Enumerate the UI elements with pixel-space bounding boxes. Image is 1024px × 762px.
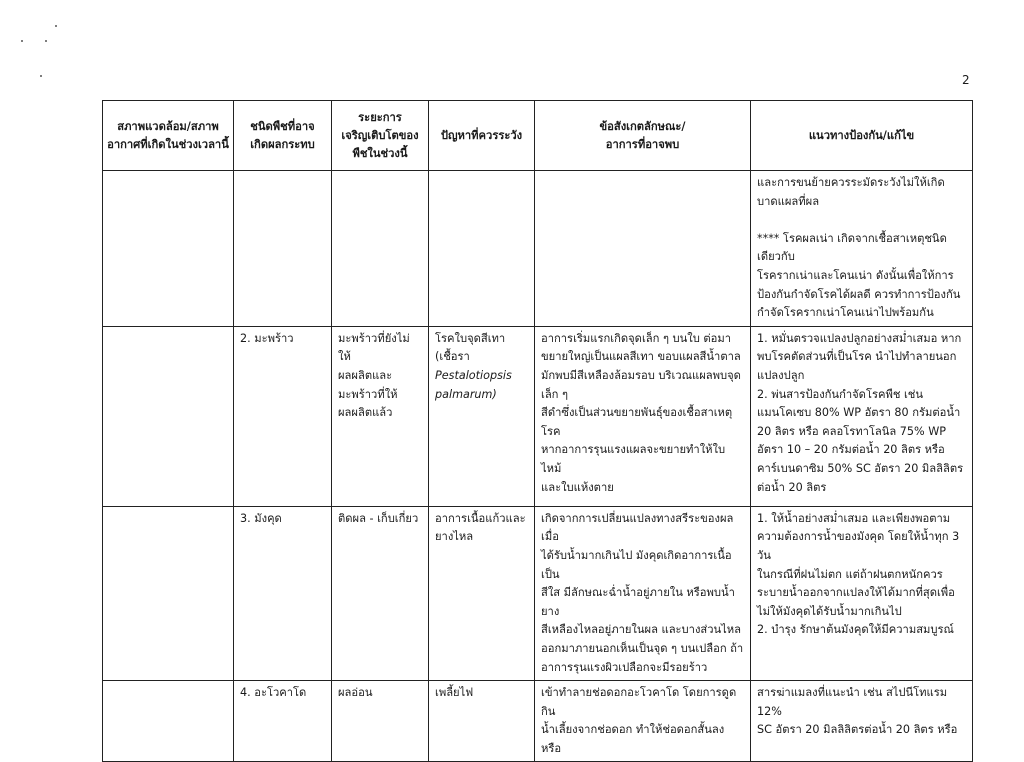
header-prevention: แนวทางป้องกัน/แก้ไข bbox=[751, 101, 973, 171]
cell-stage: ติดผล - เก็บเกี่ยว bbox=[332, 506, 429, 680]
cell-environment bbox=[103, 506, 234, 680]
cell-crop bbox=[234, 171, 332, 327]
table-row bbox=[103, 171, 973, 327]
page-number: 2 bbox=[962, 73, 970, 87]
problem-name: โรคใบจุดสีเทา (เชื้อรา bbox=[435, 331, 506, 364]
cell-environment bbox=[103, 171, 234, 327]
cell-prevention: สารฆ่าแมลงที่แนะนำ เช่น สไปนีโทแรม 12% SC อัตรา 20 มิลลิลิตรต่อน้ำ 20 ลิตร หรือ bbox=[751, 681, 973, 762]
header-crop: ชนิดพืชที่อาจ เกิดผลกระทบ bbox=[234, 101, 332, 171]
cell-prevention: และการขนย้ายควรระมัดระวังไม่ให้เกิด บาดแผลที่ผล **** โรคผลเน่า เกิดจากเชื้อสาเหตุชนิดเดียวกับ โรครากเน่าและโคนเน่า ดังนั้นเพื่อให้การ ป้องกันกำจัดโรคได้ผลดี ควรทำการป้องกัน กำจัดโรครากเน่าโคนเน่าไปพร้อมกัน bbox=[751, 171, 973, 327]
cell-prevention: 1. ให้น้ำอย่างสม่ำเสมอ และเพียงพอตาม ความต้องการน้ำของมังคุด โดยให้น้ำทุก 3 วัน ในกรณีที่ฝนไม่ตก แต่ถ้าฝนตกหนักควร ระบายน้ำออกจากแปลงให้ได้มากที่สุดเพื่อ ไม่ให้มังคุดได้รับน้ำมากเกินไป 2. บำรุง รักษาต้นมังคุดให้มีความสมบูรณ์ bbox=[751, 506, 973, 680]
cell-crop: 3. มังคุด bbox=[234, 506, 332, 680]
cell-symptoms bbox=[535, 171, 751, 327]
header-environment: สภาพแวดล้อม/สภาพ อากาศที่เกิดในช่วงเวลานี้ bbox=[103, 101, 234, 171]
header-symptoms: ข้อสังเกตลักษณะ/ อาการที่อาจพบ bbox=[535, 101, 751, 171]
cell-problem: เพลี้ยไฟ bbox=[429, 681, 535, 762]
header-problem: ปัญหาที่ควรระวัง bbox=[429, 101, 535, 171]
header-stage: ระยะการ เจริญเติบโตของ พืชในช่วงนี้ bbox=[332, 101, 429, 171]
table-row bbox=[103, 326, 973, 506]
cell-problem bbox=[429, 326, 535, 506]
cell-stage bbox=[332, 171, 429, 327]
table-header-row bbox=[103, 101, 973, 171]
cell-crop: 2. มะพร้าว bbox=[234, 326, 332, 506]
table-row bbox=[103, 506, 973, 680]
cell-environment bbox=[103, 681, 234, 762]
cell-problem bbox=[429, 171, 535, 327]
cell-symptoms: เกิดจากการเปลี่ยนแปลงทางสรีระของผล เมื่อ ได้รับน้ำมากเกินไป มังคุดเกิดอาการเนื้อเป็น สีใส มีลักษณะฉ่ำน้ำอยู่ภายใน หรือพบน้ำยาง สีเหลืองไหลอยู่ภายในผล และบางส่วนไหล ออกมาภายนอกเห็นเป็นจุด ๆ บนเปลือก ถ้า อาการรุนแรงผิวเปลือกจะมีรอยร้าว bbox=[535, 506, 751, 680]
document-table bbox=[102, 100, 973, 762]
cell-symptoms: อาการเริ่มแรกเกิดจุดเล็ก ๆ บนใบ ต่อมา ขยายใหญ่เป็นแผลสีเทา ขอบแผลสีน้ำตาล มักพบมีสีเหลืองล้อมรอบ บริเวณแผลพบจุดเล็ก ๆ สีดำซึ่งเป็นส่วนขยายพันธุ์ของเชื้อสาเหตุโรค หากอาการรุนแรงแผลจะขยายทำให้ใบไหม้ และใบแห้งตาย bbox=[535, 326, 751, 506]
cell-stage: มะพร้าวที่ยังไม่ให้ ผลผลิตและ มะพร้าวที่ให้ ผลผลิตแล้ว bbox=[332, 326, 429, 506]
problem-species: Pestalotiopsis palmarum) bbox=[435, 368, 512, 401]
cell-environment bbox=[103, 326, 234, 506]
cell-symptoms: เข้าทำลายช่อดอกอะโวคาโด โดยการดูดกิน น้ำเลี้ยงจากช่อดอก ทำให้ช่อดอกสั้นลง หรือ bbox=[535, 681, 751, 762]
cell-prevention: 1. หมั่นตรวจแปลงปลูกอย่างสม่ำเสมอ หาก พบโรคตัดส่วนที่เป็นโรค นำไปทำลายนอก แปลงปลูก 2. พ่นสารป้องกันกำจัดโรคพืช เช่น แมนโคเซบ 80% WP อัตรา 80 กรัมต่อน้ำ 20 ลิตร หรือ คลอโรทาโลนิล 75% WP อัตรา 10 – 20 กรัมต่อน้ำ 20 ลิตร หรือ คาร์เบนดาซิม 50% SC อัตรา 20 มิลลิลิตร ต่อน้ำ 20 ลิตร bbox=[751, 326, 973, 506]
table-row bbox=[103, 681, 973, 762]
cell-problem: อาการเนื้อแก้วและ ยางไหล bbox=[429, 506, 535, 680]
cell-crop: 4. อะโวคาโด bbox=[234, 681, 332, 762]
cell-stage: ผลอ่อน bbox=[332, 681, 429, 762]
